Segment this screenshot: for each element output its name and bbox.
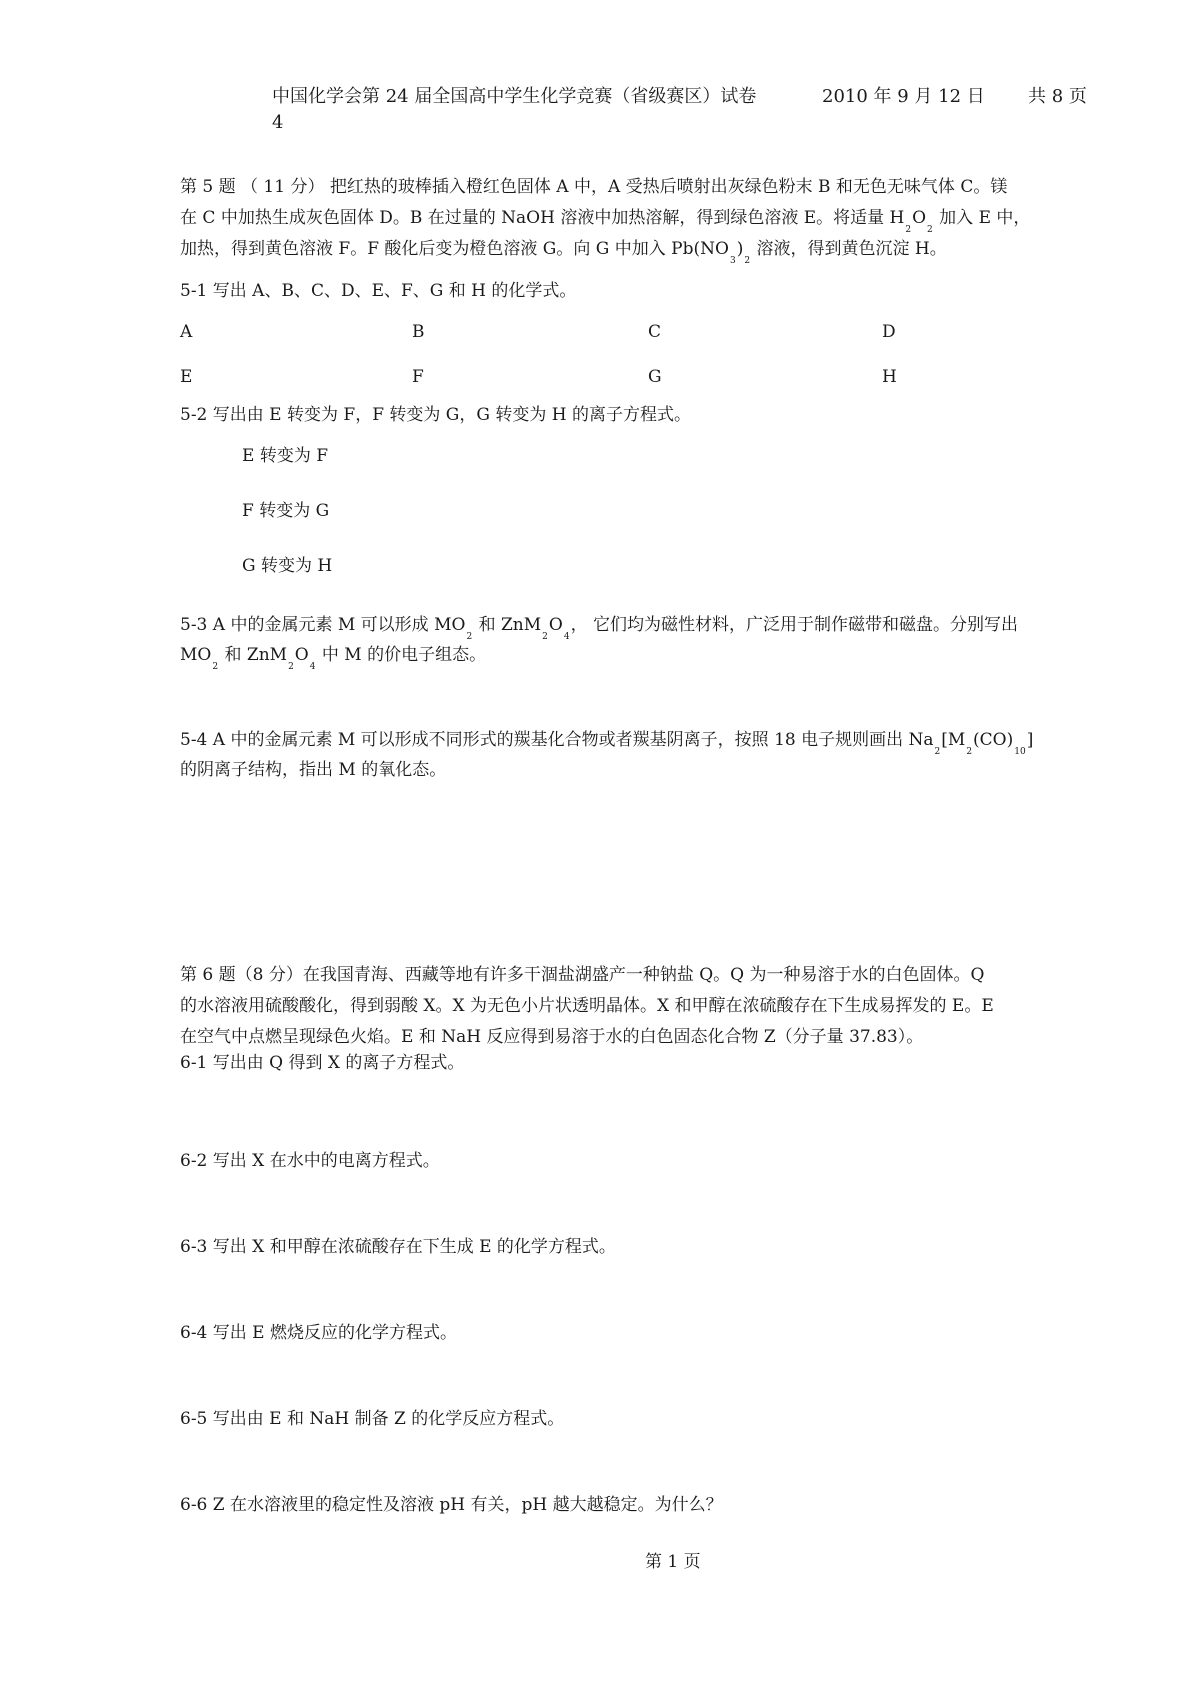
q5-1-prompt: 5-1 写出 A、B、C、D、E、F、G 和 H 的化学式。: [180, 281, 577, 301]
header-page-digit: 4: [272, 112, 284, 133]
conversion-f-to-g: F 转变为 G: [242, 501, 330, 521]
q5-intro-3-mid: ): [736, 239, 744, 259]
subscript: 4: [309, 662, 316, 672]
q5-3-text-c: O: [548, 615, 563, 635]
q6-2-prompt: 6-2 写出 X 在水中的电离方程式。: [180, 1151, 440, 1171]
subscript: 2: [744, 256, 751, 266]
q5-3-text-f: 和 ZnM: [219, 645, 288, 665]
q5-intro-3-text: 加热，得到黄色溶液 F。F 酸化后变为橙色溶液 G。向 G 中加入 Pb(NO: [180, 239, 729, 259]
q5-intro-line-1: 第 5 题 （ 11 分） 把红热的玻棒插入橙红色固体 A 中，A 受热后喷射出灰绿色粉末 B 和无色无味气体 C。镁: [180, 177, 1008, 197]
subscript: 3: [729, 256, 736, 266]
q5-intro-2-o: O: [912, 208, 927, 228]
subscript: 4: [563, 632, 570, 642]
answer-label-h: H: [882, 367, 897, 387]
subscript: 2: [934, 747, 941, 757]
subscript: 2: [212, 662, 219, 672]
q6-intro-line-1: 第 6 题（8 分）在我国青海、西藏等地有许多干涸盐湖盛产一种钠盐 Q。Q 为一种易溶于水的白色固体。Q: [180, 965, 985, 985]
subscript: 2: [905, 225, 912, 235]
q5-3-text-e: MO: [180, 645, 212, 665]
subscript: 2: [542, 632, 548, 642]
q5-3-text-h: 中 M 的价电子组态。: [316, 645, 487, 665]
answer-label-b: B: [412, 322, 425, 342]
subscript: 10: [1014, 747, 1026, 757]
q6-6-prompt: 6-6 Z 在水溶液里的稳定性及溶液 pH 有关，pH 越大越稳定。为什么？: [180, 1495, 723, 1515]
q5-3-text-a: 5-3 A 中的金属元素 M 可以形成 MO: [180, 615, 466, 635]
q5-4-text-a: 5-4 A 中的金属元素 M 可以形成不同形式的羰基化合物或者羰基阴离子，按照 18 电子规则画出 Na: [180, 730, 934, 750]
q6-5-prompt: 6-5 写出由 E 和 NaH 制备 Z 的化学反应方程式。: [180, 1409, 565, 1429]
q5-3-text-g: O: [294, 645, 309, 665]
answer-label-e: E: [180, 367, 193, 387]
q5-3-line-2: [180, 640, 1040, 673]
subscript: 2: [466, 632, 473, 642]
subscript: 2: [927, 225, 933, 235]
q5-intro-2-text: 在 C 中加热生成灰色固体 D。B 在过量的 NaOH 溶液中加热溶解，得到绿色溶液 E。将适量 H: [180, 208, 905, 228]
q5-intro-2-end: 加入 E 中，: [933, 208, 1031, 228]
answer-label-c: C: [648, 322, 662, 342]
q5-4-text-b: [M: [941, 730, 966, 750]
conversion-g-to-h: G 转变为 H: [242, 556, 333, 576]
page-number: 第 1 页: [645, 1552, 701, 1572]
q5-4-line-2: 的阴离子结构，指出 M 的氧化态。: [180, 760, 447, 780]
q5-intro-line-2: [180, 203, 1040, 236]
q6-1-prompt: 6-1 写出由 Q 得到 X 的离子方程式。: [180, 1053, 465, 1073]
q5-3-text-b: 和 ZnM: [473, 615, 542, 635]
q5-2-prompt: 5-2 写出由 E 转变为 F，F 转变为 G，G 转变为 H 的离子方程式。: [180, 405, 691, 425]
q5-3-text-d: ， 它们均为磁性材料，广泛用于制作磁带和磁盘。分别写出: [570, 615, 1018, 635]
answer-label-a: A: [180, 322, 193, 342]
q6-intro-line-2: 的水溶液用硫酸酸化，得到弱酸 X。X 为无色小片状透明晶体。X 和甲醇在浓硫酸存在下生成易挥发的 E。E: [180, 996, 994, 1016]
answer-label-f: F: [412, 367, 424, 387]
q5-4-text-c: (CO): [973, 730, 1014, 750]
total-pages: 共 8 页: [1028, 86, 1087, 107]
subscript: 2: [288, 662, 294, 672]
q6-intro-line-3: 在空气中点燃呈现绿色火焰。E 和 NaH 反应得到易溶于水的白色固态化合物 Z（分子量 37.83）。: [180, 1027, 924, 1047]
answer-label-d: D: [882, 322, 896, 342]
exam-date: 2010 年 9 月 12 日: [822, 86, 985, 107]
q6-4-prompt: 6-4 写出 E 燃烧反应的化学方程式。: [180, 1323, 457, 1343]
q6-3-prompt: 6-3 写出 X 和甲醇在浓硫酸存在下生成 E 的化学方程式。: [180, 1237, 616, 1257]
q5-4-text-d: ]: [1026, 730, 1034, 750]
exam-title: 中国化学会第 24 届全国高中学生化学竞赛（省级赛区）试卷: [272, 86, 757, 107]
answer-label-g: G: [648, 367, 662, 387]
q5-4-line-1: [180, 725, 1040, 758]
q5-3-line-1: [180, 610, 1040, 643]
q5-intro-3-end: 溶液，得到黄色沉淀 H。: [751, 239, 947, 259]
conversion-e-to-f: E 转变为 F: [242, 446, 329, 466]
subscript: 2: [966, 747, 973, 757]
q5-intro-line-3: [180, 234, 1040, 267]
